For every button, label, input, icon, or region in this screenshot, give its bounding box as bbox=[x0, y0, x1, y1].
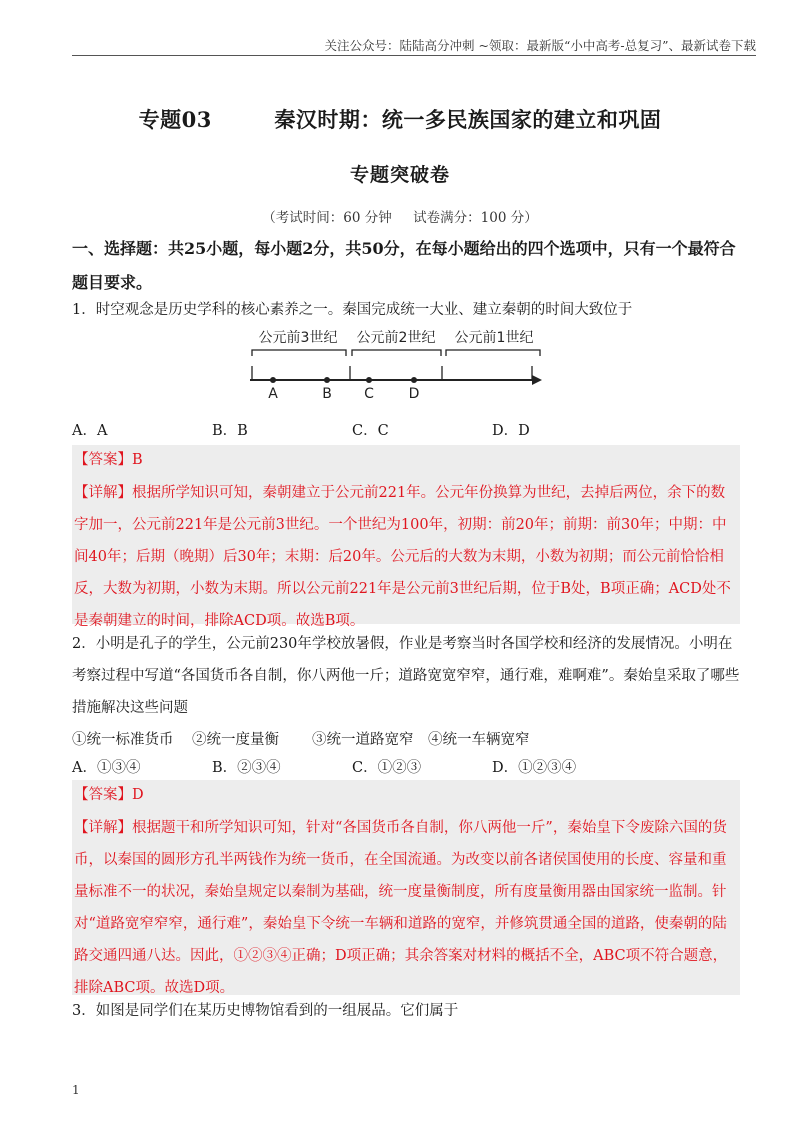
page-number: 1 bbox=[72, 1083, 80, 1097]
timeline-brace bbox=[252, 350, 346, 356]
timeline-point-label: A bbox=[268, 386, 278, 402]
page-title: 专题03 秦汉时期：统一多民族国家的建立和巩固 bbox=[138, 107, 662, 132]
timeline-brace bbox=[352, 350, 441, 356]
timeline-point-label: B bbox=[322, 386, 332, 402]
detail-label: 【详解】 bbox=[74, 820, 132, 836]
question-2-answer bbox=[72, 780, 740, 812]
answer-value: D bbox=[132, 787, 144, 803]
option-b: B．B bbox=[212, 423, 248, 439]
answer-label: 【答案】 bbox=[74, 452, 132, 468]
header-note: 关注公众号：陆陆高分冲刺 ~领取：最新版“小中高考-总复习”、最新试卷下载 bbox=[324, 38, 756, 53]
question-2-detail bbox=[72, 812, 740, 995]
timeline-point-label: C bbox=[364, 386, 374, 402]
option-a: A．A bbox=[72, 423, 108, 439]
item-2: ②统一度量衡 bbox=[192, 732, 279, 748]
timeline-point-a bbox=[270, 377, 276, 383]
exam-info: （考试时间：60 分钟 试卷满分：100 分） bbox=[262, 210, 538, 226]
question-2-stem: 2．小明是孔子的学生，公元前230年学校放暑假，作业是考察当时各国学校和经济的发展情况。小明在考察过程中写道“各国货币各自制，你八两他一斤；道路宽宽窄窄，通行难，难啊难”。秦始皇采取了哪些措施解决这些问题 bbox=[72, 636, 740, 716]
option-d: D．D bbox=[492, 423, 530, 439]
question-2-options bbox=[72, 750, 740, 782]
timeline-period-label: 公元前3世纪 bbox=[258, 330, 338, 346]
option-a: A．①③④ bbox=[72, 760, 141, 776]
question-2-items bbox=[72, 723, 740, 753]
detail-text: 根据所学知识可知，秦朝建立于公元前221年。公元年份换算为世纪，去掉后两位，余下的数字加一，公元前221年是公元前3世纪。一个世纪为100年，初期：前20年；前期：前30年；中期：中间40年；后期（晚期）后30年；末期：后20年。公元后的大数为末期，小数为初期；而公元前恰恰相反，大数为初期，小数为末期。所以公元前221年是公元前3世纪后期，位于B处，B项正确；ACD处不是秦朝建立的时间，排除ACD项。故选B项。 bbox=[74, 485, 731, 629]
option-c: C．①②③ bbox=[352, 760, 422, 776]
timeline-point-d bbox=[411, 377, 417, 383]
option-d: D．①②③④ bbox=[492, 760, 577, 776]
timeline-point-label: D bbox=[408, 386, 420, 402]
option-b: B．②③④ bbox=[212, 760, 281, 776]
question-3-stem: 3．如图是同学们在某历史博物馆看到的一组展品。它们属于 bbox=[72, 1003, 459, 1019]
timeline-period-label: 公元前2世纪 bbox=[356, 330, 436, 346]
question-1-options bbox=[72, 413, 740, 445]
question-1-answer bbox=[72, 445, 740, 477]
timeline-figure bbox=[246, 324, 546, 404]
header-divider bbox=[72, 55, 756, 56]
page-subtitle: 专题突破卷 bbox=[349, 164, 450, 186]
answer-value: B bbox=[132, 452, 143, 468]
answer-label: 【答案】 bbox=[74, 787, 132, 803]
detail-text: 根据题干和所学知识可知，针对“各国货币各自制，你八两他一斤”，秦始皇下令废除六国的货币，以秦国的圆形方孔半两钱作为统一货币，在全国流通。为改变以前各诸侯国使用的长度、容量和重量标准不一的状况，秦始皇规定以秦制为基础，统一度量衡制度，所有度量衡用器由国家统一监制。针对“道路宽窄窄窄，通行难”，秦始皇下令统一车辆和道路的宽窄，并修筑贯通全国的道路，使秦朝的陆路交通四通八达。因此，①②③④正确；D项正确；其余答案对材料的概括不全，ABC项不符合题意，排除ABC项。故选D项。 bbox=[74, 820, 728, 996]
timeline-brace bbox=[446, 350, 540, 356]
timeline-arrowhead bbox=[532, 375, 542, 385]
detail-label: 【详解】 bbox=[74, 485, 132, 501]
item-4: ④统一车辆宽窄 bbox=[428, 732, 530, 748]
question-1-stem: 1．时空观念是历史学科的核心素养之一。秦国完成统一大业、建立秦朝的时间大致位于 bbox=[72, 302, 633, 318]
question-1-detail bbox=[72, 477, 740, 629]
option-c: C．C bbox=[352, 423, 389, 439]
timeline-point-b bbox=[324, 377, 330, 383]
timeline-point-c bbox=[366, 377, 372, 383]
timeline-period-label: 公元前1世纪 bbox=[454, 330, 534, 346]
section-heading: 一、选择题：共25小题，每小题2分，共50分，在每小题给出的四个选项中，只有一个最符合题目要求。 bbox=[72, 239, 736, 292]
item-1: ①统一标准货币 bbox=[72, 732, 174, 748]
item-3: ③统一道路宽窄 bbox=[312, 732, 414, 748]
